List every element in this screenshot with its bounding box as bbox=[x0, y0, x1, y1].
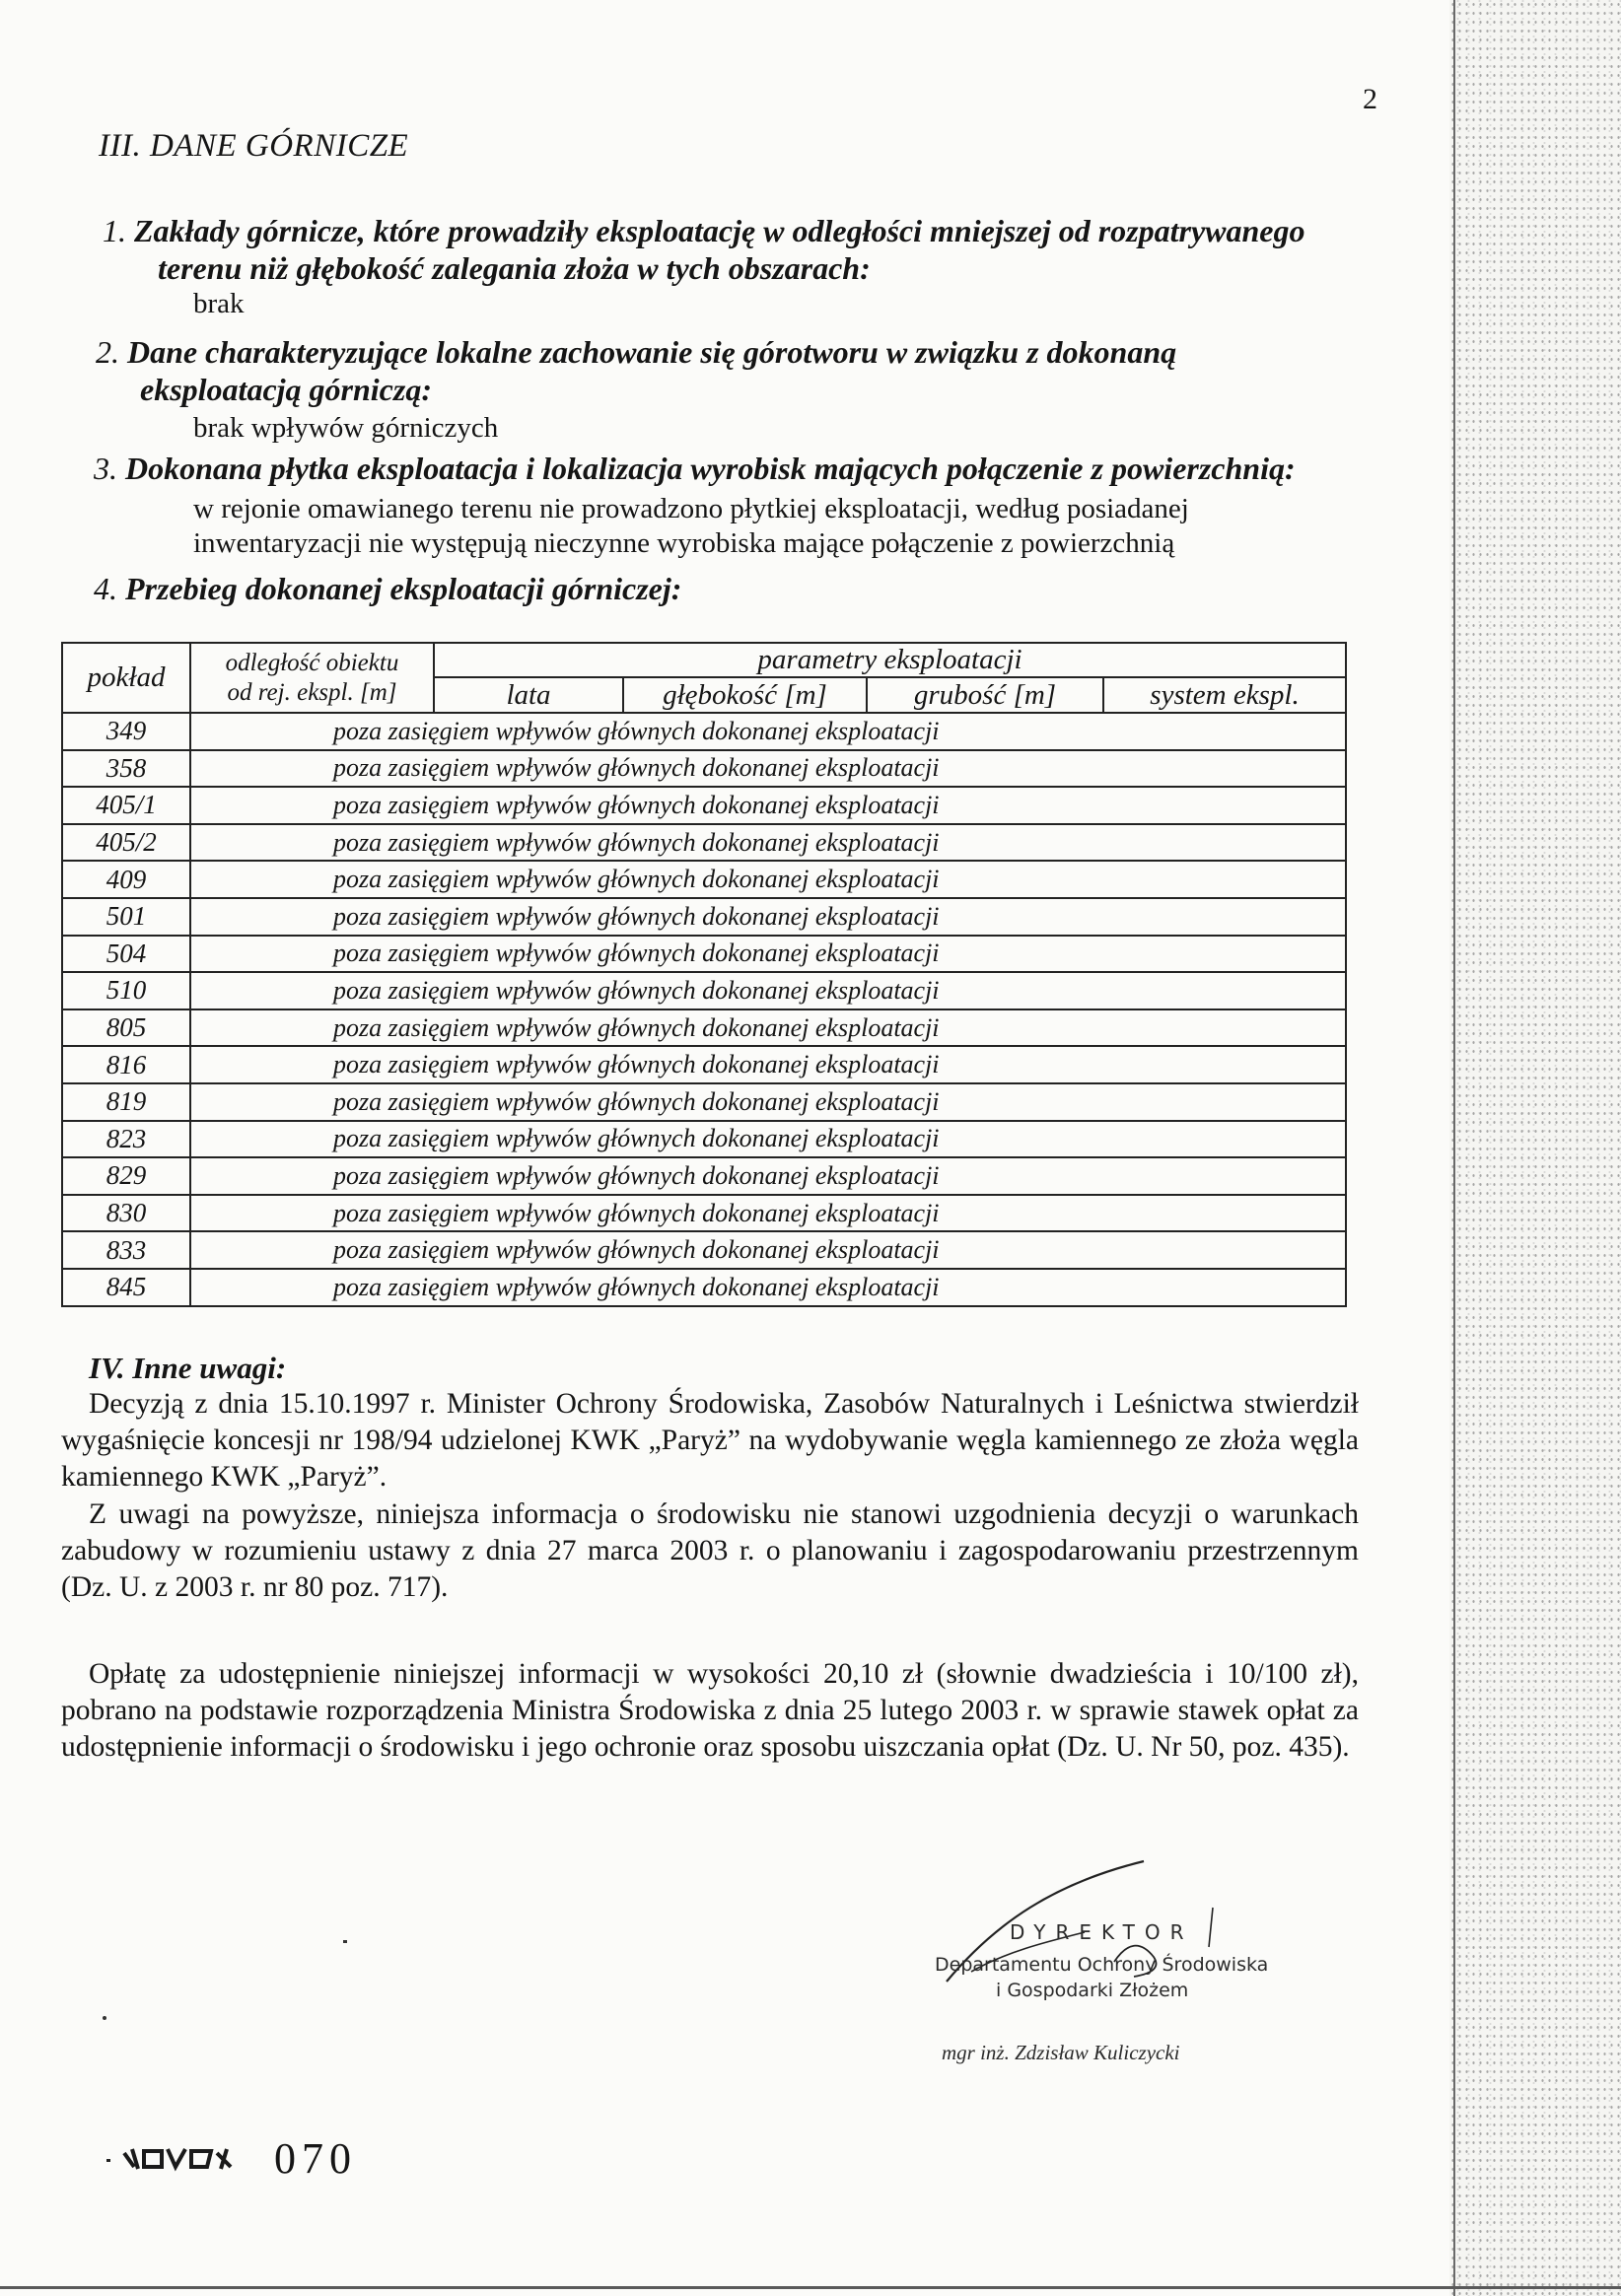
status-cell: poza zasięgiem wpływów głównych dokonanej eksploatacji bbox=[190, 824, 1346, 862]
scan-speck bbox=[343, 1940, 347, 1943]
table-row bbox=[62, 824, 1346, 862]
header-years: lata bbox=[434, 677, 623, 713]
seam-cell: 405/2 bbox=[62, 824, 190, 862]
seam-cell: 833 bbox=[62, 1231, 190, 1269]
scan-speck bbox=[103, 2016, 106, 2020]
seam-cell: 349 bbox=[62, 713, 190, 750]
stamp-department-continued: i Gospodarki Złożem bbox=[996, 1980, 1189, 2001]
status-cell: poza zasięgiem wpływów głównych dokonanej eksploatacji bbox=[190, 936, 1346, 973]
table-row bbox=[62, 1046, 1346, 1083]
status-cell: poza zasięgiem wpływów głównych dokonanej eksploatacji bbox=[190, 1157, 1346, 1195]
status-cell: poza zasięgiem wpływów głównych dokonanej eksploatacji bbox=[190, 1195, 1346, 1232]
seam-cell: 409 bbox=[62, 861, 190, 898]
status-cell: poza zasięgiem wpływów głównych dokonanej eksploatacji bbox=[190, 713, 1346, 750]
seam-cell: 805 bbox=[62, 1009, 190, 1047]
stamp-title: DYREKTOR bbox=[1010, 1920, 1194, 1944]
item-2-heading bbox=[96, 333, 1176, 371]
status-cell: poza zasięgiem wpływów głównych dokonanej eksploatacji bbox=[190, 1231, 1346, 1269]
seam-cell: 510 bbox=[62, 972, 190, 1009]
item-heading-line: Zakłady górnicze, które prowadziły eksploatację w odległości mniejszej od rozpatrywanego bbox=[134, 213, 1305, 248]
scan-margin-strip bbox=[1449, 0, 1621, 2296]
status-cell: poza zasięgiem wpływów głównych dokonanej eksploatacji bbox=[190, 1046, 1346, 1083]
mining-exploitation-table bbox=[61, 642, 1347, 1307]
table-row bbox=[62, 1195, 1346, 1232]
item-3-heading bbox=[94, 450, 1296, 487]
stamp-name: mgr inż. Zdzisław Kuliczycki bbox=[942, 2041, 1180, 2064]
stamp-department: Departamentu Ochrony Środowiska bbox=[935, 1954, 1269, 1976]
header-distance-line-1: odległość obiektu bbox=[225, 649, 399, 676]
seam-cell: 823 bbox=[62, 1121, 190, 1158]
header-seam: pokład bbox=[62, 643, 190, 713]
seam-cell: 829 bbox=[62, 1157, 190, 1195]
status-cell: poza zasięgiem wpływów głównych dokonanej eksploatacji bbox=[190, 898, 1346, 936]
paragraph-no-agreement: Z uwagi na powyższe, niniejsza informacja o środowisku nie stanowi uzgodnienia decyzji o warunkach zabudowy w rozumieniu ustawy z dnia 27 marca 2003 r. o planowaniu i zagospodarowaniu przestrzennym (Dz. U. z 2003 r. nr 80 poz. 717). bbox=[61, 1498, 1359, 1603]
table-row bbox=[62, 1269, 1346, 1306]
seam-cell: 845 bbox=[62, 1269, 190, 1306]
status-cell: poza zasięgiem wpływów głównych dokonanej eksploatacji bbox=[190, 1083, 1346, 1121]
seam-cell: 819 bbox=[62, 1083, 190, 1121]
table-row bbox=[62, 1083, 1346, 1121]
item-number: 1. bbox=[103, 213, 126, 248]
table-row bbox=[62, 898, 1346, 936]
paragraph-decision: Decyzją z dnia 15.10.1997 r. Minister Ochrony Środowiska, Zasobów Naturalnych i Leśnictwa stwierdził wygaśnięcie koncesji nr 198/94 udzielonej KWK „Paryż” na wydobywanie węgla kamiennego ze złoża węgla kamiennego KWK „Paryż”. bbox=[61, 1388, 1359, 1493]
item-1-text: brak bbox=[193, 288, 245, 319]
header-thickness: grubość [m] bbox=[867, 677, 1103, 713]
table-row bbox=[62, 787, 1346, 824]
seam-cell: 501 bbox=[62, 898, 190, 936]
seam-cell: 358 bbox=[62, 750, 190, 788]
item-number: 3. bbox=[94, 451, 117, 486]
seam-cell: 405/1 bbox=[62, 787, 190, 824]
paragraph-fee: Opłatę za udostępnienie niniejszej informacji w wysokości 20,10 zł (słownie dwadzieścia i 10/100 zł), pobrano na podstawie rozporządzenia Ministra Środowiska z dnia 25 lutego 2003 r. w sprawie stawek opłat za udostępnienie informacji o środowisku i jego ochronie oraz sposobu uiszczania opłat (Dz. U. Nr 50, poz. 435). bbox=[61, 1658, 1359, 1763]
table-row bbox=[62, 1121, 1346, 1158]
header-distance bbox=[190, 643, 434, 713]
scan-bottom-edge bbox=[0, 2286, 1621, 2289]
table-row bbox=[62, 972, 1346, 1009]
table-row bbox=[62, 861, 1346, 898]
item-1-heading bbox=[103, 212, 1305, 249]
status-cell: poza zasięgiem wpływów głównych dokonanej eksploatacji bbox=[190, 1009, 1346, 1047]
item-3-text-line-1: w rejonie omawianego terenu nie prowadzono płytkiej eksploatacji, według posiadanej bbox=[193, 493, 1189, 524]
item-3-text-line-2: inwentaryzacji nie występują nieczynne wyrobiska mające połączenie z powierzchnią bbox=[193, 527, 1175, 559]
archive-stamp-mark bbox=[106, 2139, 254, 2179]
table-row bbox=[62, 936, 1346, 973]
item-2-text: brak wpływów górniczych bbox=[193, 412, 499, 444]
seam-cell: 816 bbox=[62, 1046, 190, 1083]
item-heading-line: Dokonana płytka eksploatacja i lokalizacja wyrobisk mających połączenie z powierzchnią: bbox=[125, 451, 1296, 486]
table-row bbox=[62, 713, 1346, 750]
header-distance-line-2: od rej. ekspl. [m] bbox=[227, 678, 397, 706]
header-parameters: parametry eksploatacji bbox=[434, 643, 1346, 677]
section-title-other-remarks: IV. Inne uwagi: bbox=[89, 1351, 287, 1385]
section-title-mining-data: III. DANE GÓRNICZE bbox=[99, 128, 409, 164]
status-cell: poza zasięgiem wpływów głównych dokonanej eksploatacji bbox=[190, 972, 1346, 1009]
table-row bbox=[62, 1009, 1346, 1047]
header-depth: głębokość [m] bbox=[623, 677, 867, 713]
table-row bbox=[62, 750, 1346, 788]
item-4-heading bbox=[94, 570, 681, 607]
status-cell: poza zasięgiem wpływów głównych dokonanej eksploatacji bbox=[190, 787, 1346, 824]
item-1-heading-continued: terenu niż głębokość zalegania złoża w tych obszarach: bbox=[158, 250, 871, 286]
header-system: system ekspl. bbox=[1103, 677, 1346, 713]
status-cell: poza zasięgiem wpływów głównych dokonanej eksploatacji bbox=[190, 861, 1346, 898]
item-number: 4. bbox=[94, 571, 117, 606]
page-number: 2 bbox=[1363, 83, 1377, 115]
table-row bbox=[62, 1231, 1346, 1269]
seam-cell: 830 bbox=[62, 1195, 190, 1232]
item-2-heading-continued: eksploatacją górniczą: bbox=[140, 372, 432, 407]
item-heading-line: Przebieg dokonanej eksploatacji górniczej: bbox=[125, 571, 682, 606]
status-cell: poza zasięgiem wpływów głównych dokonanej eksploatacji bbox=[190, 1269, 1346, 1306]
item-heading-line: Dane charakteryzujące lokalne zachowanie się górotworu w związku z dokonaną bbox=[127, 334, 1177, 370]
table-row bbox=[62, 1157, 1346, 1195]
item-number: 2. bbox=[96, 334, 119, 370]
seam-cell: 504 bbox=[62, 936, 190, 973]
status-cell: poza zasięgiem wpływów głównych dokonanej eksploatacji bbox=[190, 1121, 1346, 1158]
archive-number: 070 bbox=[274, 2134, 357, 2183]
status-cell: poza zasięgiem wpływów głównych dokonanej eksploatacji bbox=[190, 750, 1346, 788]
scan-edge-line bbox=[1453, 0, 1455, 2296]
